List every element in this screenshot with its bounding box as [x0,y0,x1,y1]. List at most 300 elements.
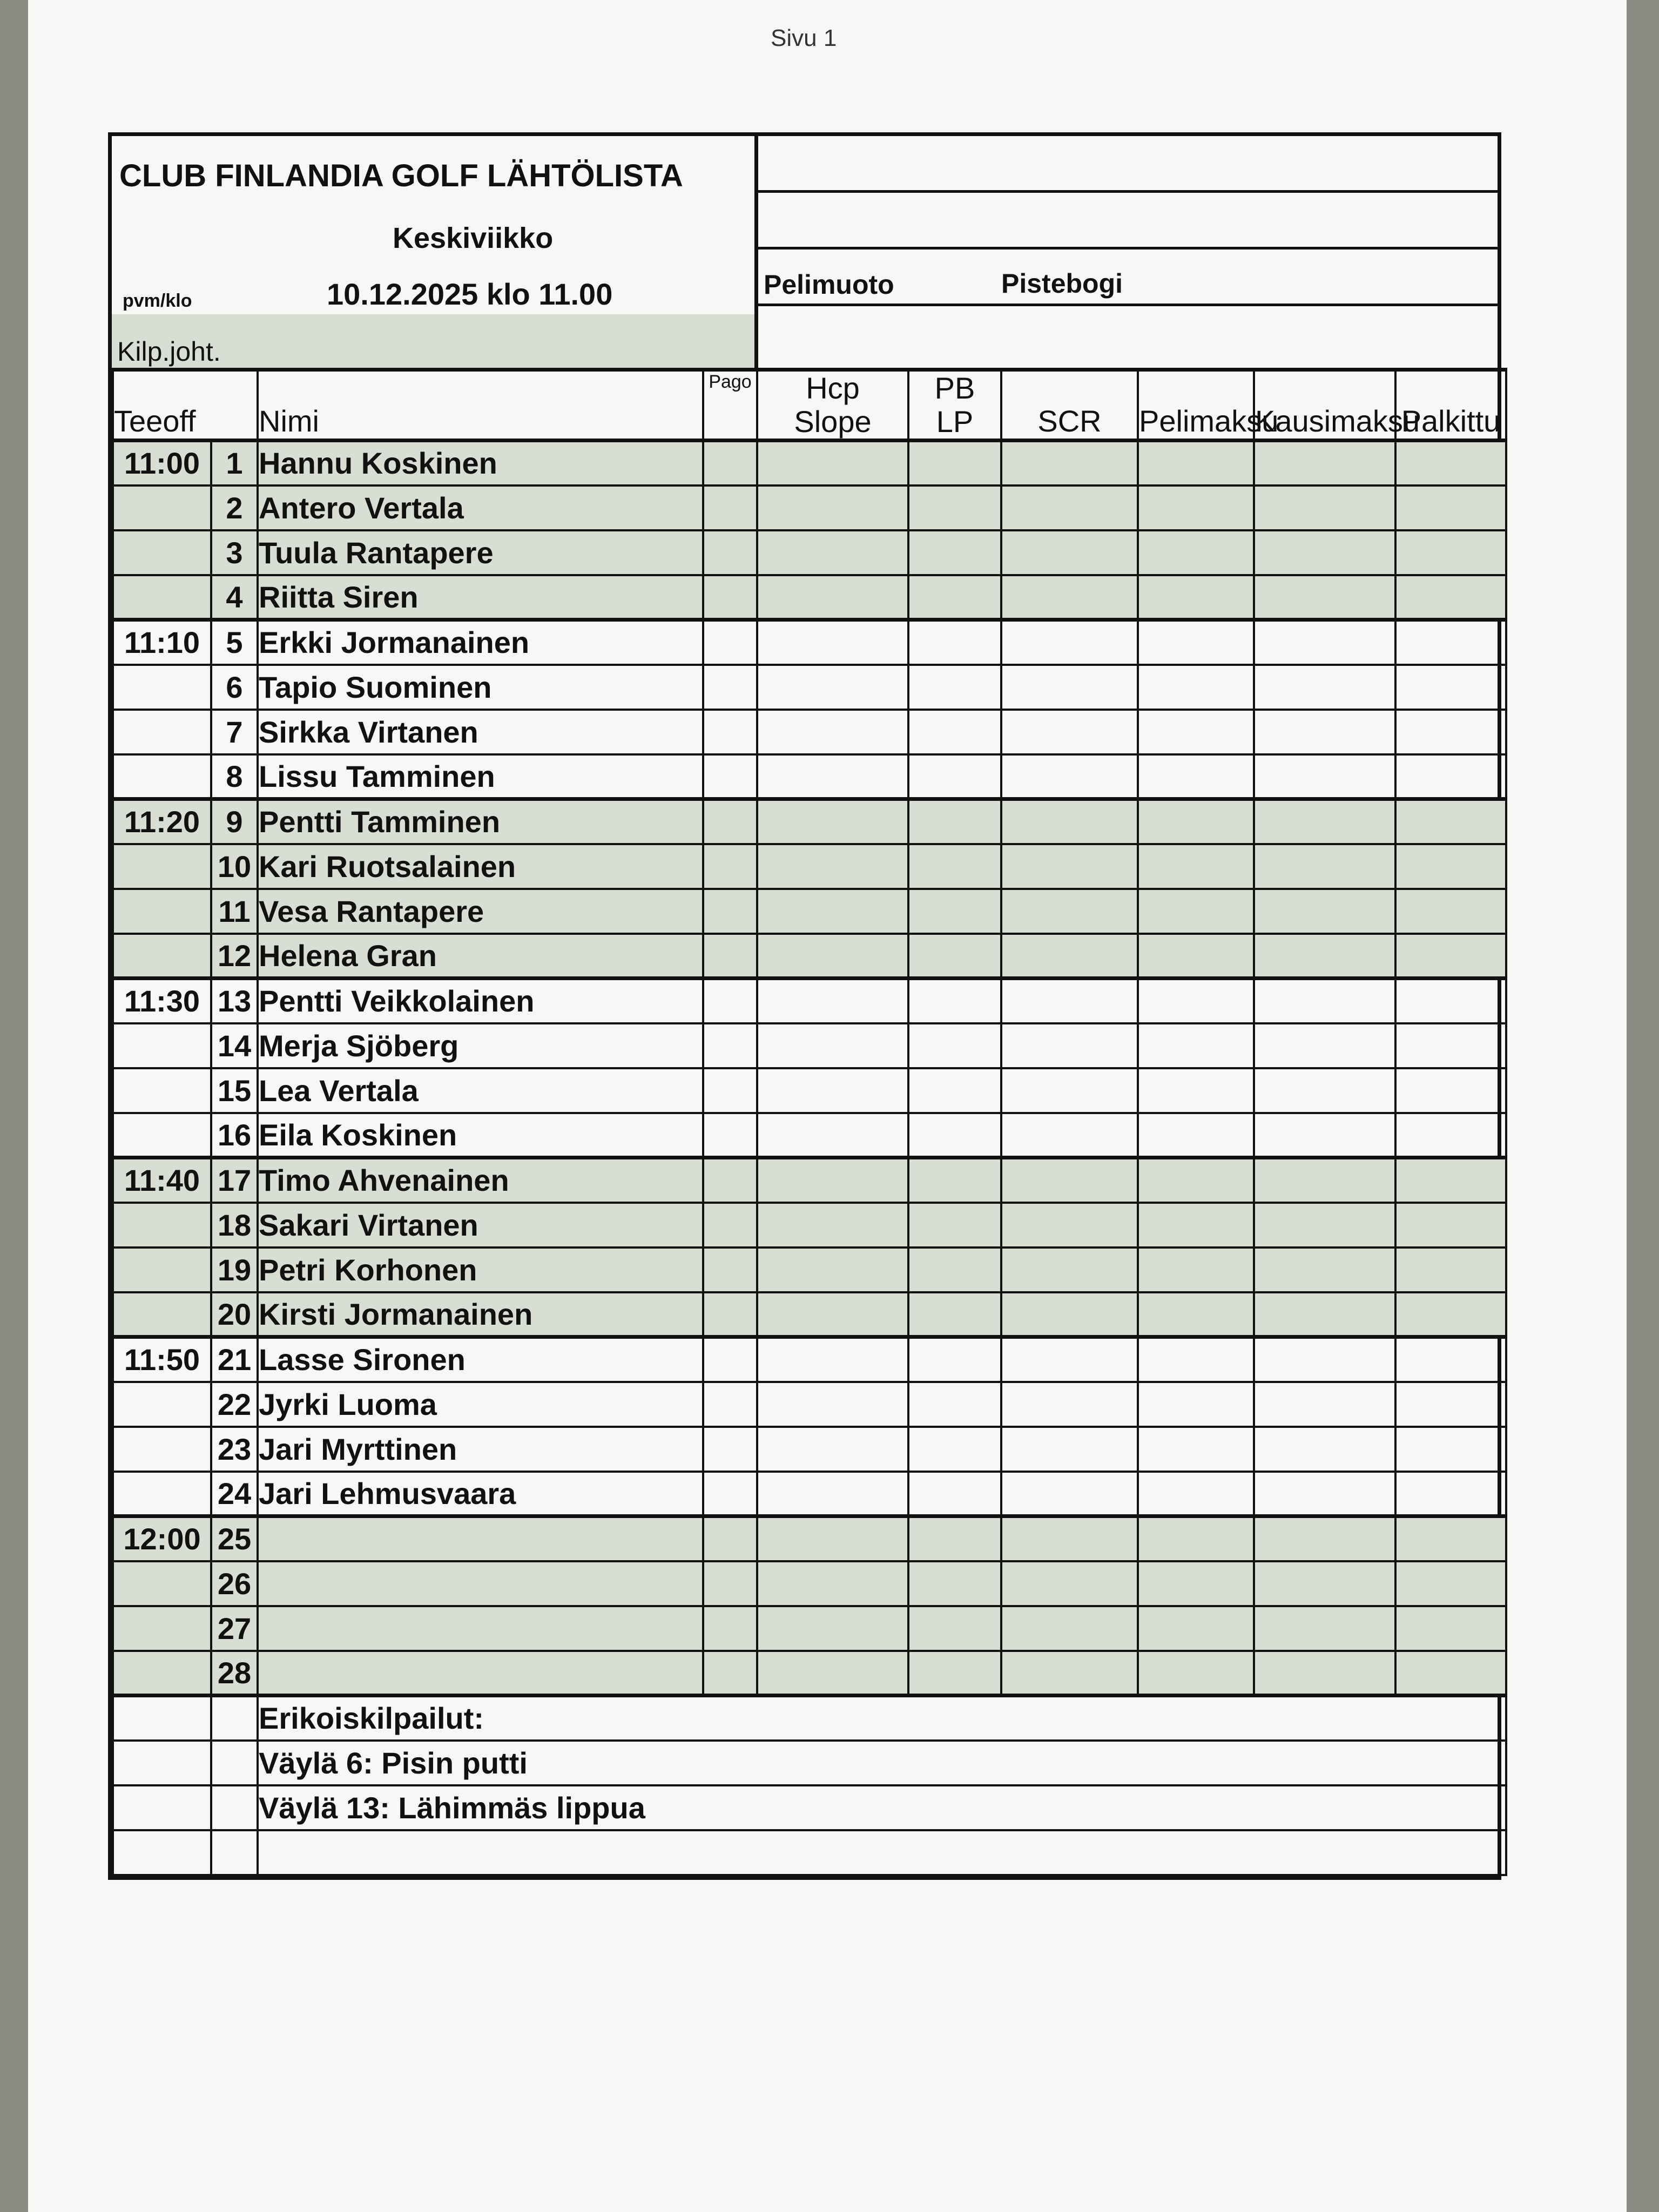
col-pb-lp [908,370,1001,441]
blank-cell [113,1696,211,1741]
format-value: Pistebogi [1001,268,1123,299]
col-slope: Slope [794,404,872,439]
col-hcp-slope [757,370,908,441]
special-row [113,1785,1506,1830]
teeoff-time [113,1382,211,1427]
palkittu-cell [1395,1023,1506,1068]
scr-cell [1001,441,1138,485]
player-row [113,1472,1506,1516]
pb-lp-cell [908,665,1001,710]
kausimaksu-cell [1254,1561,1395,1606]
palkittu-cell [1395,1427,1506,1472]
pelimaksu-cell [1138,1247,1254,1292]
hcp-slope-cell [757,754,908,799]
player-name: Lissu Tamminen [258,754,703,799]
player-row [113,844,1506,889]
player-name: Lea Vertala [258,1068,703,1113]
hcp-slope-cell [757,530,908,575]
pelimaksu-cell [1138,1472,1254,1516]
hcp-slope-cell [757,1247,908,1292]
pago-cell [703,889,757,934]
hcp-slope-cell [757,710,908,754]
col-palkittu: Palkittu [1395,370,1506,441]
player-number: 7 [211,710,258,754]
special-item: Väylä 13: Lähimmäs lippua [258,1785,1506,1830]
col-lp: LP [936,404,974,439]
kausimaksu-cell [1254,665,1395,710]
hcp-slope-cell [757,441,908,485]
hcp-slope-cell [757,889,908,934]
pago-cell [703,575,757,620]
pb-lp-cell [908,1203,1001,1247]
blank-cell [113,1785,211,1830]
player-row [113,1113,1506,1158]
pago-cell [703,1247,757,1292]
special-row [113,1830,1506,1875]
hcp-slope-cell [757,1472,908,1516]
col-pelimaksu: Pelimaksu [1138,370,1254,441]
palkittu-cell [1395,1158,1506,1203]
blank-cell [113,1741,211,1785]
blank-cell [211,1696,258,1741]
player-number: 15 [211,1068,258,1113]
scr-cell [1001,1651,1138,1696]
teeoff-time [113,530,211,575]
palkittu-cell [1395,844,1506,889]
pago-cell [703,934,757,979]
start-list-form [108,132,1501,1880]
player-number: 10 [211,844,258,889]
pb-lp-cell [908,1337,1001,1382]
player-number: 20 [211,1292,258,1337]
pago-cell [703,1203,757,1247]
scr-cell [1001,1068,1138,1113]
player-row [113,1068,1506,1113]
col-teeoff: Teeoff [113,370,258,441]
player-row [113,1247,1506,1292]
pago-cell [703,1651,757,1696]
teeoff-time [113,1651,211,1696]
pago-cell [703,1068,757,1113]
kausimaksu-cell [1254,1606,1395,1651]
pb-lp-cell [908,441,1001,485]
player-row [113,979,1506,1023]
scr-cell [1001,1023,1138,1068]
pb-lp-cell [908,575,1001,620]
player-row [113,1516,1506,1561]
palkittu-cell [1395,799,1506,844]
col-scr: SCR [1001,370,1138,441]
hcp-slope-cell [757,485,908,530]
player-name [258,1561,703,1606]
pago-cell [703,754,757,799]
form-title: CLUB FINLANDIA GOLF LÄHTÖLISTA [119,158,683,193]
pb-lp-cell [908,1292,1001,1337]
blank-cell [211,1830,258,1875]
pago-cell [703,485,757,530]
player-name: Sakari Virtanen [258,1203,703,1247]
teeoff-time [113,1292,211,1337]
pb-lp-cell [908,620,1001,665]
scr-cell [1001,1113,1138,1158]
pelimaksu-cell [1138,1382,1254,1427]
player-row [113,934,1506,979]
pelimaksu-cell [1138,754,1254,799]
palkittu-cell [1395,665,1506,710]
palkittu-cell [1395,754,1506,799]
player-row [113,1427,1506,1472]
pago-cell [703,1113,757,1158]
pelimaksu-cell [1138,934,1254,979]
blank-field [758,193,1498,249]
kausimaksu-cell [1254,799,1395,844]
palkittu-cell [1395,1247,1506,1292]
pelimaksu-cell [1138,1113,1254,1158]
pb-lp-cell [908,1068,1001,1113]
player-row [113,575,1506,620]
palkittu-cell [1395,441,1506,485]
teeoff-time: 11:40 [113,1158,211,1203]
pelimaksu-cell [1138,575,1254,620]
pago-cell [703,441,757,485]
player-number: 9 [211,799,258,844]
teeoff-time [113,889,211,934]
kausimaksu-cell [1254,754,1395,799]
pb-lp-cell [908,1158,1001,1203]
player-name: Riitta Siren [258,575,703,620]
pb-lp-cell [908,1247,1001,1292]
pelimaksu-cell [1138,1068,1254,1113]
pago-cell [703,1561,757,1606]
player-name [258,1606,703,1651]
hcp-slope-cell [757,979,908,1023]
teeoff-time: 11:30 [113,979,211,1023]
start-list-table [112,368,1507,1876]
special-item [258,1830,1506,1875]
pelimaksu-cell [1138,1651,1254,1696]
pb-lp-cell [908,754,1001,799]
player-name: Sirkka Virtanen [258,710,703,754]
player-row [113,1382,1506,1427]
pago-cell [703,1023,757,1068]
palkittu-cell [1395,575,1506,620]
page-label: Sivu 1 [771,25,837,51]
pb-lp-cell [908,979,1001,1023]
col-kausimaksu: Kausimaksu [1254,370,1395,441]
teeoff-time [113,844,211,889]
player-row [113,1023,1506,1068]
player-row [113,530,1506,575]
kausimaksu-cell [1254,1427,1395,1472]
pago-cell [703,620,757,665]
hcp-slope-cell [757,1023,908,1068]
col-hcp: Hcp [806,371,860,405]
kausimaksu-cell [1254,530,1395,575]
player-name: Hannu Koskinen [258,441,703,485]
scr-cell [1001,799,1138,844]
pb-lp-cell [908,1023,1001,1068]
hcp-slope-cell [757,620,908,665]
pelimaksu-cell [1138,844,1254,889]
teeoff-time: 11:50 [113,1337,211,1382]
kausimaksu-cell [1254,979,1395,1023]
player-number: 22 [211,1382,258,1427]
scr-cell [1001,485,1138,530]
teeoff-time [113,1427,211,1472]
pelimaksu-cell [1138,1606,1254,1651]
teeoff-time [113,1113,211,1158]
kausimaksu-cell [1254,934,1395,979]
player-name: Tapio Suominen [258,665,703,710]
pelimaksu-cell [1138,1516,1254,1561]
kausimaksu-cell [1254,844,1395,889]
player-number: 27 [211,1606,258,1651]
player-row [113,1158,1506,1203]
hcp-slope-cell [757,934,908,979]
player-row [113,889,1506,934]
kausimaksu-cell [1254,1023,1395,1068]
scr-cell [1001,934,1138,979]
teeoff-time [113,1472,211,1516]
player-row [113,1651,1506,1696]
paper-sheet [28,0,1627,2212]
palkittu-cell [1395,710,1506,754]
pago-cell [703,1516,757,1561]
pago-cell [703,1606,757,1651]
hcp-slope-cell [757,575,908,620]
player-number: 5 [211,620,258,665]
pb-lp-cell [908,1113,1001,1158]
player-name: Petri Korhonen [258,1247,703,1292]
player-row [113,1561,1506,1606]
player-name: Eila Koskinen [258,1113,703,1158]
kausimaksu-cell [1254,485,1395,530]
scr-cell [1001,754,1138,799]
palkittu-cell [1395,889,1506,934]
palkittu-cell [1395,1606,1506,1651]
col-name: Nimi [258,370,703,441]
hcp-slope-cell [757,1427,908,1472]
pago-cell [703,1337,757,1382]
player-number: 16 [211,1113,258,1158]
pelimaksu-cell [1138,665,1254,710]
player-name: Tuula Rantapere [258,530,703,575]
pelimaksu-cell [1138,1203,1254,1247]
hcp-slope-cell [757,1068,908,1113]
pago-cell [703,1158,757,1203]
kausimaksu-cell [1254,1651,1395,1696]
palkittu-cell [1395,1203,1506,1247]
hcp-slope-cell [757,1292,908,1337]
pb-lp-cell [908,1561,1001,1606]
pelimaksu-cell [1138,530,1254,575]
player-name: Jari Myrttinen [258,1427,703,1472]
palkittu-cell [1395,1382,1506,1427]
player-row [113,441,1506,485]
player-name: Timo Ahvenainen [258,1158,703,1203]
scr-cell [1001,1427,1138,1472]
teeoff-time: 11:00 [113,441,211,485]
player-number: 3 [211,530,258,575]
player-number: 23 [211,1427,258,1472]
player-name: Kirsti Jormanainen [258,1292,703,1337]
special-item: Väylä 6: Pisin putti [258,1741,1506,1785]
player-name: Merja Sjöberg [258,1023,703,1068]
kausimaksu-cell [1254,441,1395,485]
palkittu-cell [1395,1292,1506,1337]
hcp-slope-cell [757,665,908,710]
pb-lp-cell [908,934,1001,979]
scr-cell [1001,665,1138,710]
palkittu-cell [1395,530,1506,575]
player-name: Jyrki Luoma [258,1382,703,1427]
player-name: Pentti Veikkolainen [258,979,703,1023]
column-header-row [113,370,1506,441]
blank-field [758,306,1498,360]
teeoff-time [113,1068,211,1113]
hcp-slope-cell [757,1382,908,1427]
palkittu-cell [1395,1561,1506,1606]
scr-cell [1001,1158,1138,1203]
player-number: 24 [211,1472,258,1516]
hcp-slope-cell [757,799,908,844]
scr-cell [1001,1337,1138,1382]
scr-cell [1001,1606,1138,1651]
kausimaksu-cell [1254,1292,1395,1337]
kausimaksu-cell [1254,620,1395,665]
player-row [113,1203,1506,1247]
pb-lp-cell [908,889,1001,934]
pago-cell [703,710,757,754]
scr-cell [1001,530,1138,575]
teeoff-time [113,710,211,754]
format-row [758,249,1498,306]
date-label: pvm/klo [123,291,192,311]
hcp-slope-cell [757,1203,908,1247]
player-row [113,799,1506,844]
player-row [113,710,1506,754]
teeoff-time [113,1203,211,1247]
pb-lp-cell [908,844,1001,889]
scr-cell [1001,620,1138,665]
format-label: Pelimuoto [764,269,894,300]
player-number: 2 [211,485,258,530]
pb-lp-cell [908,1651,1001,1696]
header-info [112,136,758,368]
blank-cell [113,1830,211,1875]
player-name: Antero Vertala [258,485,703,530]
palkittu-cell [1395,1337,1506,1382]
player-number: 28 [211,1651,258,1696]
player-row [113,620,1506,665]
palkittu-cell [1395,485,1506,530]
hcp-slope-cell [757,1113,908,1158]
pb-lp-cell [908,799,1001,844]
kausimaksu-cell [1254,710,1395,754]
hcp-slope-cell [757,1158,908,1203]
pago-cell [703,799,757,844]
player-number: 12 [211,934,258,979]
kausimaksu-cell [1254,1472,1395,1516]
pelimaksu-cell [1138,889,1254,934]
player-number: 13 [211,979,258,1023]
player-number: 18 [211,1203,258,1247]
scr-cell [1001,710,1138,754]
kausimaksu-cell [1254,1247,1395,1292]
teeoff-time [113,754,211,799]
pago-cell [703,1472,757,1516]
pelimaksu-cell [1138,620,1254,665]
pb-lp-cell [908,710,1001,754]
hcp-slope-cell [757,844,908,889]
blank-field [758,136,1498,193]
pelimaksu-cell [1138,1337,1254,1382]
pb-lp-cell [908,1382,1001,1427]
player-name: Jari Lehmusvaara [258,1472,703,1516]
palkittu-cell [1395,934,1506,979]
player-rows [113,441,1506,1696]
form-header [108,132,1501,368]
player-row [113,1606,1506,1651]
scr-cell [1001,1203,1138,1247]
scr-cell [1001,979,1138,1023]
pelimaksu-cell [1138,1158,1254,1203]
player-number: 8 [211,754,258,799]
col-pb: PB [934,371,975,405]
pago-cell [703,1292,757,1337]
player-name: Erkki Jormanainen [258,620,703,665]
pb-lp-cell [908,1606,1001,1651]
palkittu-cell [1395,979,1506,1023]
special-row [113,1696,1506,1741]
player-row [113,1337,1506,1382]
palkittu-cell [1395,1068,1506,1113]
player-number: 6 [211,665,258,710]
table-frame [108,368,1501,1880]
player-row [113,1292,1506,1337]
kausimaksu-cell [1254,889,1395,934]
palkittu-cell [1395,1472,1506,1516]
player-number: 17 [211,1158,258,1203]
pago-cell [703,1382,757,1427]
player-number: 14 [211,1023,258,1068]
player-name [258,1651,703,1696]
teeoff-time: 12:00 [113,1516,211,1561]
pago-cell [703,1427,757,1472]
hcp-slope-cell [757,1651,908,1696]
kausimaksu-cell [1254,1203,1395,1247]
player-number: 11 [211,889,258,934]
pelimaksu-cell [1138,799,1254,844]
teeoff-time [113,1561,211,1606]
hcp-slope-cell [757,1561,908,1606]
pago-cell [703,530,757,575]
pelimaksu-cell [1138,1427,1254,1472]
player-row [113,754,1506,799]
pelimaksu-cell [1138,1292,1254,1337]
specials-heading: Erikoiskilpailut: [258,1696,1506,1741]
kausimaksu-cell [1254,1158,1395,1203]
blank-cell [211,1741,258,1785]
player-name: Pentti Tamminen [258,799,703,844]
teeoff-time [113,1606,211,1651]
hcp-slope-cell [757,1516,908,1561]
scr-cell [1001,889,1138,934]
hcp-slope-cell [757,1606,908,1651]
col-pago: Pago [703,370,757,441]
kausimaksu-cell [1254,1516,1395,1561]
palkittu-cell [1395,1113,1506,1158]
